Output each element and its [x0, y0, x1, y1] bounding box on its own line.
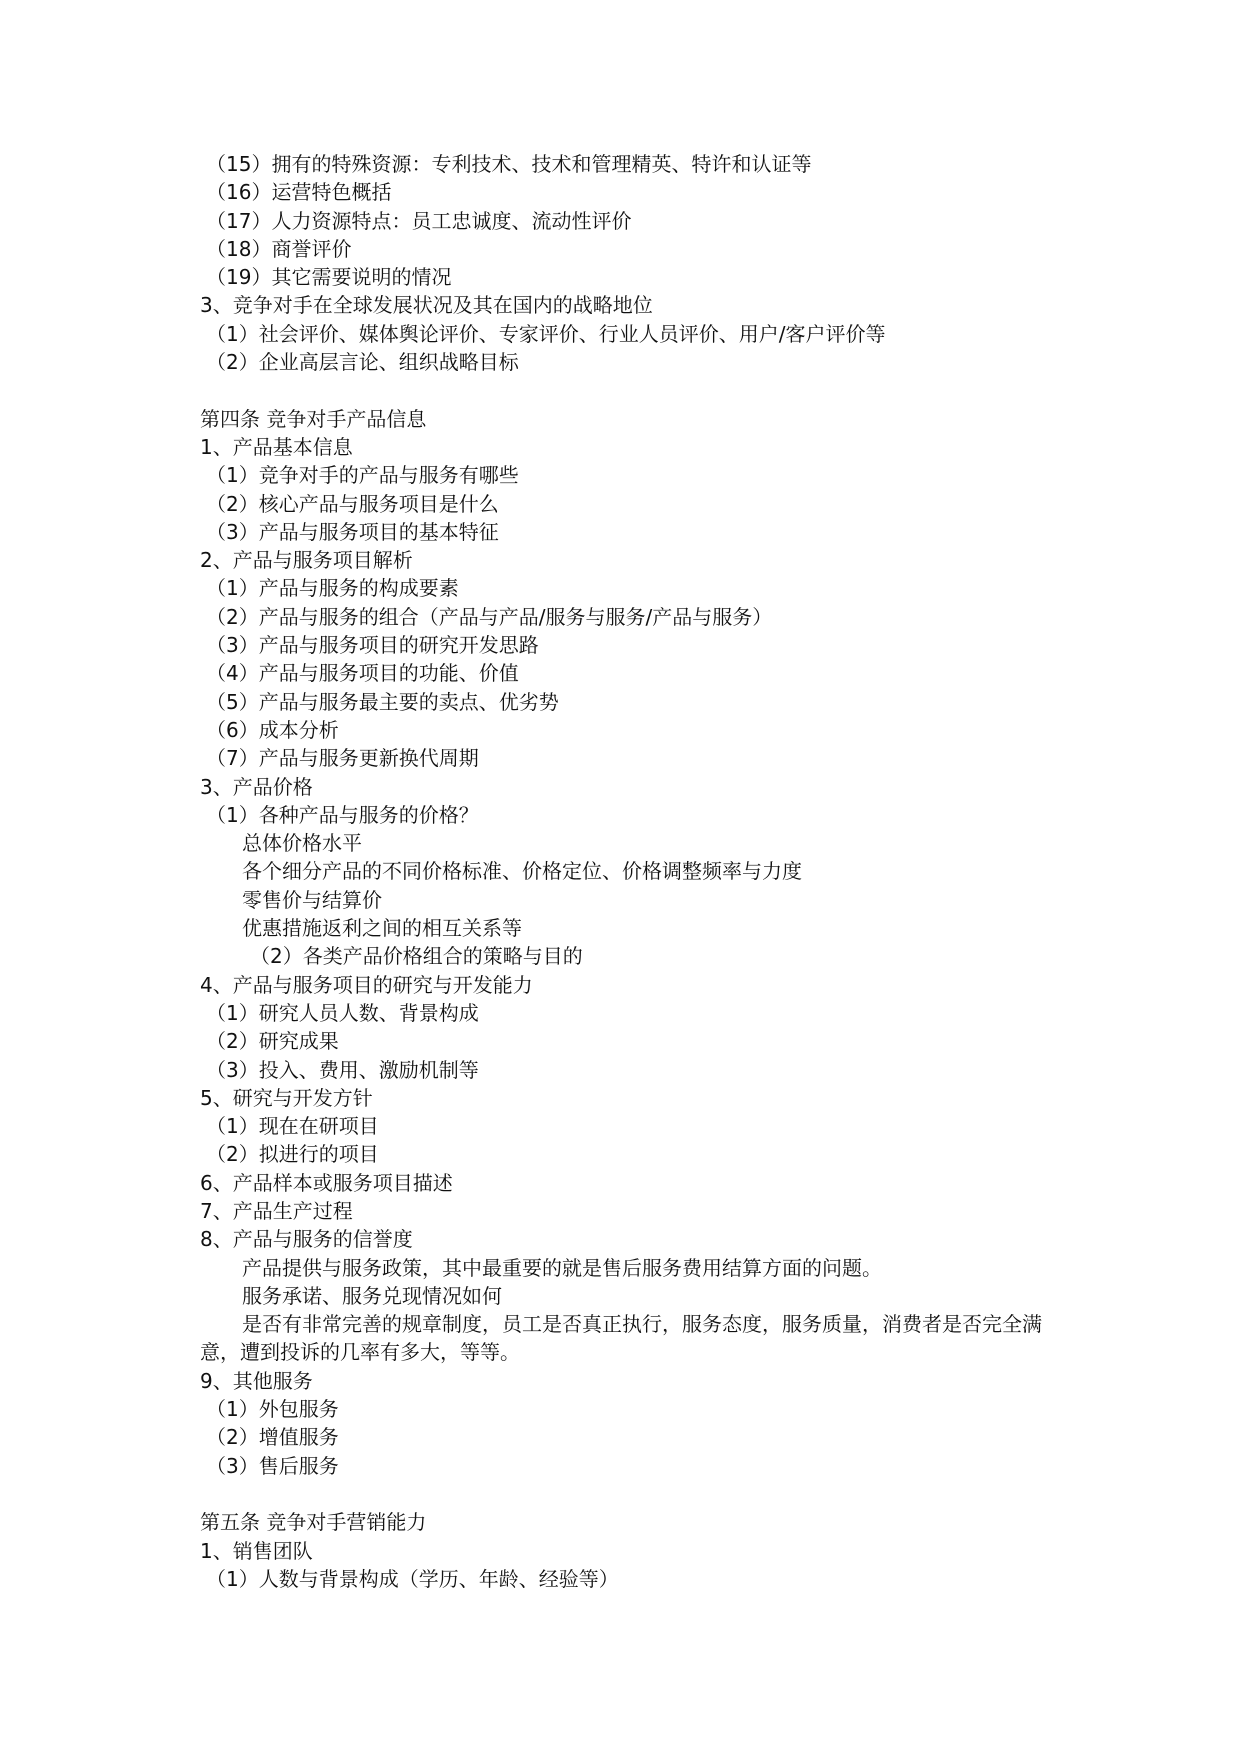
- list-item: （1）各种产品与服务的价格？: [206, 802, 479, 827]
- list-item: （1）研究人员人数、背景构成: [206, 1000, 479, 1025]
- section-heading: 第四条 竞争对手产品信息: [200, 406, 427, 431]
- section-heading: 5、研究与开发方针: [200, 1085, 373, 1110]
- list-item: （2）各类产品价格组合的策略与目的: [250, 944, 583, 969]
- list-item: （3）产品与服务项目的研究开发思路: [206, 633, 539, 658]
- list-item: 优惠措施返利之间的相互关系等: [242, 916, 522, 941]
- list-item: 总体价格水平: [242, 831, 362, 856]
- list-item: （7）产品与服务更新换代周期: [206, 746, 479, 771]
- list-item: 各个细分产品的不同价格标准、价格定位、价格调整频率与力度: [242, 859, 802, 884]
- list-item: （2）拟进行的项目: [206, 1142, 379, 1167]
- list-item: （16）运营特色概括: [206, 180, 392, 205]
- list-item: （2）企业高层言论、组织战略目标: [206, 350, 519, 375]
- section-heading: 1、销售团队: [200, 1538, 313, 1563]
- document-body: [200, 150, 1060, 1593]
- list-item: （4）产品与服务项目的功能、价值: [206, 661, 519, 686]
- section-heading: 7、产品生产过程: [200, 1198, 353, 1223]
- list-item: （18）商誉评价: [206, 236, 352, 261]
- section-heading: 3、竞争对手在全球发展状况及其在国内的战略地位: [200, 293, 653, 318]
- section-heading: 2、产品与服务项目解析: [200, 548, 413, 573]
- list-item: （1）外包服务: [206, 1397, 339, 1422]
- list-item: （3）产品与服务项目的基本特征: [206, 519, 499, 544]
- section-heading: 3、产品价格: [200, 774, 313, 799]
- list-item: （2）增值服务: [206, 1425, 339, 1450]
- blank-line: [200, 1480, 1060, 1508]
- list-item: 服务承诺、服务兑现情况如何: [242, 1283, 502, 1308]
- list-item: （1）人数与背景构成（学历、年龄、经验等）: [206, 1566, 619, 1591]
- list-item: （1）社会评价、媒体舆论评价、专家评价、行业人员评价、用户/客户评价等: [206, 321, 886, 346]
- list-item: （2）核心产品与服务项目是什么: [206, 491, 499, 516]
- section-heading: 4、产品与服务项目的研究与开发能力: [200, 972, 533, 997]
- list-item: （1）现在在研项目: [206, 1114, 379, 1139]
- list-item: （2）产品与服务的组合（产品与产品/服务与服务/产品与服务）: [206, 604, 773, 629]
- section-heading: 9、其他服务: [200, 1368, 313, 1393]
- list-item: 零售价与结算价: [242, 887, 382, 912]
- list-item: （6）成本分析: [206, 717, 339, 742]
- list-item: （5）产品与服务最主要的卖点、优劣势: [206, 689, 559, 714]
- paragraph: 是否有非常完善的规章制度，员工是否真正执行，服务态度，服务质量，消费者是否完全满意，遭到投诉的几率有多大，等等。: [200, 1312, 1042, 1365]
- list-item: （3）投入、费用、激励机制等: [206, 1057, 479, 1082]
- section-heading: 第五条 竞争对手营销能力: [200, 1510, 427, 1535]
- list-item: （1）竞争对手的产品与服务有哪些: [206, 463, 519, 488]
- list-item: 产品提供与服务政策，其中最重要的就是售后服务费用结算方面的问题。: [242, 1255, 882, 1280]
- list-item: （15）拥有的特殊资源：专利技术、技术和管理精英、特许和认证等: [206, 152, 812, 176]
- list-item: （2）研究成果: [206, 1029, 339, 1054]
- list-item: （1）产品与服务的构成要素: [206, 576, 459, 601]
- list-item: （17）人力资源特点：员工忠诚度、流动性评价: [206, 208, 632, 233]
- section-heading: 6、产品样本或服务项目描述: [200, 1170, 453, 1195]
- blank-line: [200, 376, 1060, 404]
- section-heading: 8、产品与服务的信誉度: [200, 1227, 413, 1252]
- section-heading: 1、产品基本信息: [200, 434, 353, 459]
- list-item: （3）售后服务: [206, 1453, 339, 1478]
- list-item: （19）其它需要说明的情况: [206, 265, 452, 290]
